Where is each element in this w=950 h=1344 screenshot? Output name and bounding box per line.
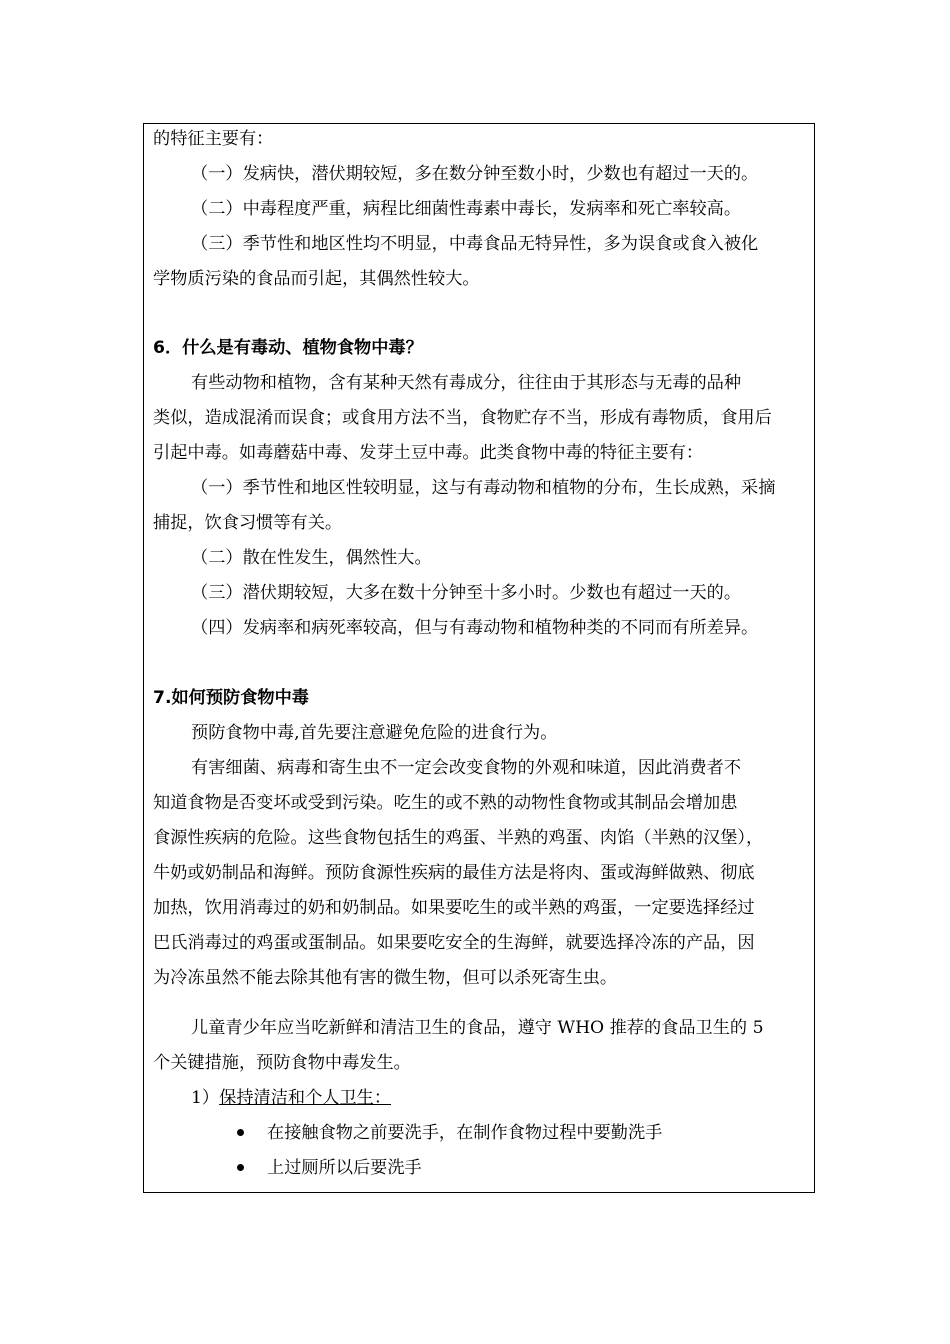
list-item-heading [191, 1087, 391, 1109]
text-line: 儿童青少年应当吃新鲜和清洁卫生的食品，遵守 WHO 推荐的食品卫生的 5 [191, 1018, 764, 1038]
text-line: 学物质污染的食品而引起，其偶然性较大。 [153, 269, 480, 289]
bullet-item: 上过厕所以后要洗手 [267, 1158, 422, 1178]
list-marker: 1） [191, 1088, 220, 1108]
text-line: （二）散在性发生，偶然性大。 [191, 548, 432, 568]
section-heading-7: 7.如何预防食物中毒 [153, 688, 309, 708]
list-heading-text: 保持清洁和个人卫生： [219, 1088, 392, 1108]
text-line: 巴氏消毒过的鸡蛋或蛋制品。如果要吃安全的生海鲜，就要选择冷冻的产品，因 [153, 933, 755, 953]
text-line: （三）潜伏期较短，大多在数十分钟至十多小时。少数也有超过一天的。 [191, 583, 742, 603]
text-line: （四）发病率和病死率较高，但与有毒动物和植物种类的不同而有所差异。 [191, 618, 759, 638]
text-line: 捕捉，饮食习惯等有关。 [153, 513, 343, 533]
text-line: 知道食物是否变坏或受到污染。吃生的或不熟的动物性食物或其制品会增加患 [153, 793, 738, 813]
bullet-icon [237, 1164, 244, 1171]
text-line: 牛奶或奶制品和海鲜。预防食源性疾病的最佳方法是将肉、蛋或海鲜做熟、彻底 [153, 863, 755, 883]
text-line: （一）发病快，潜伏期较短，多在数分钟至数小时，少数也有超过一天的。 [191, 164, 759, 184]
text-line: 食源性疾病的危险。这些食物包括生的鸡蛋、半熟的鸡蛋、肉馅（半熟的汉堡）， [153, 828, 764, 848]
text-line: （三）季节性和地区性均不明显，中毒食品无特异性，多为误食或食入被化 [191, 234, 759, 254]
text-line: 有些动物和植物，含有某种天然有毒成分，往往由于其形态与无毒的品种 [191, 373, 742, 393]
text-line: 类似，造成混淆而误食；或食用方法不当，食物贮存不当，形成有毒物质，食用后 [153, 408, 772, 428]
text-line: 加热，饮用消毒过的奶和奶制品。如果要吃生的或半熟的鸡蛋，一定要选择经过 [153, 898, 755, 918]
bullet-icon [237, 1129, 244, 1136]
section-heading-6: 6．什么是有毒动、植物食物中毒？ [153, 338, 423, 358]
text-line: （一）季节性和地区性较明显，这与有毒动物和植物的分布，生长成熟，采摘 [191, 478, 776, 498]
text-line: 有害细菌、病毒和寄生虫不一定会改变食物的外观和味道，因此消费者不 [191, 758, 742, 778]
text-line: 预防食物中毒,首先要注意避免危险的进食行为。 [191, 723, 558, 743]
text-line: 引起中毒。如毒蘑菇中毒、发芽土豆中毒。此类食物中毒的特征主要有： [153, 443, 704, 463]
bullet-item: 在接触食物之前要洗手，在制作食物过程中要勤洗手 [267, 1123, 663, 1143]
text-line: （二）中毒程度严重，病程比细菌性毒素中毒长，发病率和死亡率较高。 [191, 199, 742, 219]
text-line: 个关键措施，预防食物中毒发生。 [153, 1053, 411, 1073]
text-line: 为冷冻虽然不能去除其他有害的微生物，但可以杀死寄生虫。 [153, 968, 618, 988]
text-line: 的特征主要有： [153, 129, 274, 149]
